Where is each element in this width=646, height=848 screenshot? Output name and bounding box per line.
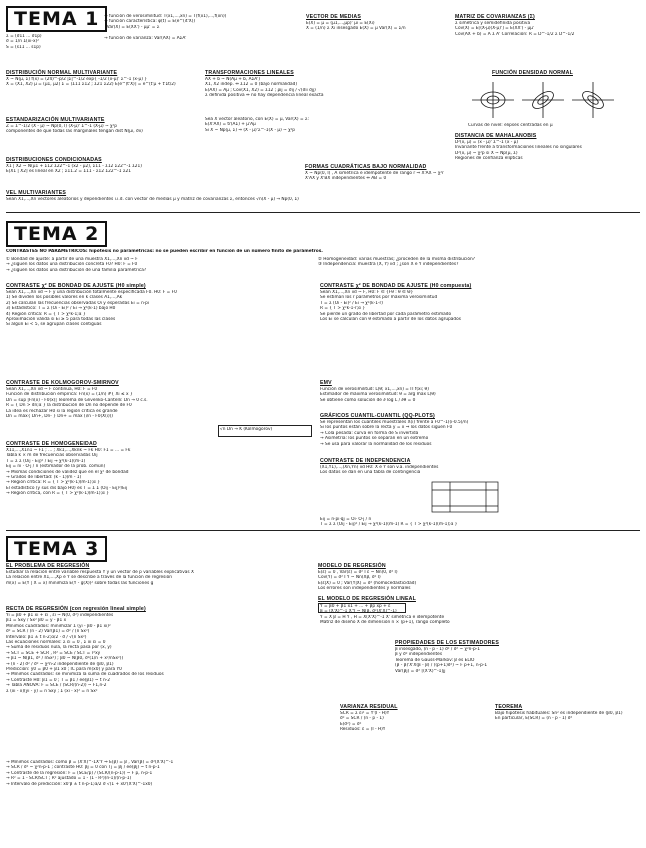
tema1-heading-10: FORMAS CUADRÁTICAS BAJO NORMALIDAD	[305, 164, 427, 170]
tema1-heading-9: DISTANCIA DE MAHALANOBIS	[455, 133, 537, 139]
tema1-heading-6: MATRIZ DE COVARIANZAS (Σ)	[455, 14, 535, 20]
tema1-text-3: X1 | X2 ~ N(μ1 + Σ12 Σ22^-1 (x2 - μ2), Σ11 - Σ12 Σ22^-1 Σ21) E[X1 | X2] es lineal en X2 ; Σ11.2 = Σ11 - Σ12 Σ22^-1 Σ21	[6, 164, 142, 175]
tema2-text-8: Êij = n·p̂i·q̂j = Oi· O·j / n T = Σ Σ (Oij - Êij)² / Êij → χ²(k-1)(m-1) R = { T > χ²(k-1)(m-1);α }	[320, 517, 458, 528]
tema1-text-7: AX + b ~ N(Aμ + b, AΣA') X1, X2 indep. ⇔ Σ12 = 0 (bajo normalidad) E(AX) = Aμ ; Cov(X1, X2) = Σ12 ; ρij = σij / √(σii σjj) Σ definida positiva ⇔ no hay dependencia lineal exacta	[205, 77, 324, 99]
tema2-heading-7: CONTRASTE DE INDEPENDENCIA	[320, 458, 411, 464]
tema1-heading-1: DISTRIBUCIÓN NORMAL MULTIVARIANTE	[6, 70, 118, 76]
tema3-text-5: β̂ insesgado, (n - p - 1) σ̂² / σ² ~ χ²n-p-1 β̂ y σ̂² independientes Teorema de Gauss-Markov: β̂ es ELIO (β̂ - β)'X'X(β̂ - β) / ((p+1)σ̂²) ~ F p+1, n-p-1 Var(β̂j) = σ² [(X'X)^-1]jj	[395, 647, 488, 674]
tema1-heading-8: FUNCIÓN DENSIDAD NORMAL	[492, 70, 573, 76]
tema1-heading-3: DISTRIBUCIONES CONDICIONADAS	[6, 157, 102, 163]
tema1-text-2: Z = Σ^-1/2 (X - μ) ~ Np(0, I) (X-μ)' Σ^-1 (X-μ) ~ χ²p componentes de que todas las marginales tengan dist N(μi, σii)	[6, 124, 143, 135]
tema1-text-8: Curvas de nivel: elipses centradas en μ	[468, 123, 553, 128]
tema2-text-2: Sean X1,...,Xn iid ~ F, H0: F ∈ {Fθ : θ ∈ Θ} Se estiman los r parámetros por máxima verosimilitud T = Σ (Oi - Êi)² / Êi → χ²(k-1-r) R = { T > χ²k-1-r;α } Se pierde un grado de libertad por cada parámetro estimado Los Êi se calculan con θ̂ estimado a partir de los datos agrupados	[320, 290, 462, 323]
tema2-text-3: Sean X1,...,Xn iid ~ F continua, H0: F = F0 Función de distribución empírica: Fn(x) = (1/n) #{ Xi ≤ x } Dn = sup |Fn(x) - F0(x)| Teorema de Glivenko-Cantelli: Dn → 0 c.s. R = { Dn > dn;α } la distribución de Dn no depende de F0 La idea es rechazar H0 si la región crítica es grande Dn = max{ Dn+, Dn- } Dn+ = max (i/n - F0(X(i)))	[6, 387, 148, 420]
tema1-text-9: D²(x, μ) = (x - μ)' Σ^-1 (x - μ) Invariante frente a transformaciones lineales no singulares D²(x, μ) ~ χ²p si X ~ Np(μ, Σ) Regiones de confianza elípticas	[455, 140, 582, 162]
tema3-heading-7: TEOREMA	[495, 704, 523, 710]
contingency-table-sketch	[430, 480, 500, 514]
tema2-text-5: Función de verosimilitud: L(θ; x1,...,xn) = Π f(xi; θ) Estimador de máxima verosimilitud: θ̂ = arg max L(θ) Se obtiene como solución de ∂ log L / ∂θ = 0	[320, 387, 436, 403]
tema3-text-7: Bajo hipótesis habituales: Sn² es independiente de (β̂0, β̂1) En particular, E(SCR) = (n - p - 1) σ²	[495, 711, 623, 722]
tema3-bottom-formulas: → Mínimos cuadrados: como β̂ = (X'X)^-1X'Y ⇒ E(β̂) = β , Var(β̂) = σ²(X'X)^-1 → SCR / σ² ~ χ²n-p-1 ; contraste H0: βj = 0 con Tj = β̂j / ee(β̂j) ~ t n-p-1 → Contraste de la regresión: F = (SCE/p) / (SCR/(n-p-1)) ~ F p, n-p-1 → R² = 1 - SCR/SCT ; R² ajustado = 1 - (1 - R²)(n-1)/(n-p-1) → Intervalo de predicción: x0'β̂ ± t n-p-1;α/2 σ̂ √(1 + x0'(X'X)^-1x0)	[6, 760, 174, 787]
tema1-title: TEMA 1	[6, 6, 107, 32]
tema2-heading-1: CONTRASTE χ² DE BONDAD DE AJUSTE (H0 simple)	[6, 283, 146, 289]
tema2-intro-list: ① Bondad de ajuste: a partir de una muestra X1,...,Xn iid ~ F → ¿siguen los datos una distribución concreta F0? H0: F = F0 → ¿siguen los datos una distribución de una familia paramétrica?	[6, 257, 147, 273]
tema1-text-1: X ~ N(μ, Σ) f(x) = (2π)^-p/2 |Σ|^-1/2 exp{ -1/2 (x-μ)' Σ^-1 (x-μ) } X = (X1, X2) μ = (μ1, μ2) Σ = (Σ11 Σ12 ; Σ21 Σ22) E[e^(t'X)] = e^(t'μ + t'Σt/2)	[6, 77, 176, 88]
tema3-text-6: SCR = Σ ε̂i² = Y'(I - H)Y σ̂² = SCR / (n - p - 1) E(σ̂²) = σ² Residuos: ε̂ = (I - H)Y	[340, 711, 390, 733]
tema2-heading-5: EMV	[320, 380, 332, 386]
tema2-text-7: (X1,Y1),...,(Xn,Yn) iid H0: X e Y son v.a. independientes Los datos se dan en una tabla de contingencia	[320, 465, 439, 476]
tema1-text-10: X ~ Np(0, I) , A simétrica e idempotente de rango r ⇒ X'AX ~ χ²r X'AX y X'BX independientes ⇔ AB = 0	[305, 171, 444, 182]
tema1-heading-2: ESTANDARIZACIÓN MULTIVARIANTE	[6, 117, 105, 123]
tema1-heading-5: VECTOR DE MEDIAS	[306, 14, 361, 20]
tema2-text-1: Sean X1,...,Xn iid ~ F y una distribución totalmente especificada F0. H0: F = F0 1) Se dividen los posibles valores en k clases A1,...,Ak 2) Se calculan las frecuencias observadas Oi y esperadas Ei = n·pi 3) Estadístico: T = Σ (Oi - Ei)² / Ei → χ²(k-1) bajo H0 4) Región crítica: R = { T > χ²k-1;α } Aproximación válida si Ei ≥ 5 para todas las clases Si algún Ei < 5, se agrupan clases contiguas	[6, 290, 177, 328]
tema2-heading-4: CONTRASTE DE HOMOGENEIDAD	[6, 441, 97, 447]
tema1-heading-7: TRANSFORMACIONES LINEALES	[205, 70, 294, 76]
tema1-text-5: E(X) = μ = (μ1,...,μp)' μi = E(Xi) X̄ = (1/n) Σ Xi insesgado E(X̄) = μ Var(X̄) = Σ/n	[306, 21, 406, 32]
tema2-text-6: Se representan los cuantiles muestrales X(i) frente a F0^-1((i-0.5)/n) Si los puntos están sobre la recta y = x ⇒ los datos siguen F0 → Cola pesada: curva en forma de S invertida → Asimetría: los puntos se separan en un extremo → Se usa para valorar la normalidad de los residuos	[320, 420, 469, 447]
tema1-formula-top-1: Σ = (σ11 ... σ1p) σ̂ = 1/n Σ(xi-x̄)² S = (s11 ... s1p)	[6, 34, 42, 50]
tema1-heading-4: VEL MULTIVARIANTES	[6, 190, 67, 196]
tema2-text-4: X11,...,X1n1 ~ F1 ; ... ; Xk1,...,Xknk ~ Fk H0: F1 = ... = Fk Tabla k × m de frecuencias observadas Oij T = Σ Σ (Oij - Êij)² / Êij → χ²(k-1)(m-1) Êij = ni · O·j / n (estimador de la prob. común) → Mismas condiciones de validez que en el χ² de bondad → Grados de libertad: (k - 1)(m - 1) → Región crítica: R = { T > χ²(k-1)(m-1);α } El estadístico (y sus dis bajo H0) es T = Σ Σ (Oij - Êij)²/Êij → Región crítica, con R = { T > χ²(k-1)(m-1);α }	[6, 448, 131, 497]
tema3-heading-3: MODELO DE REGRESIÓN	[318, 563, 386, 569]
ks-statistic-box-text: √n Dn → K (Kolmogorov)	[220, 427, 273, 432]
normal-density-contours	[468, 78, 618, 122]
tema1-formula-top-2: → función de verosimilitud: T(x1,...,xn) = T(f(x1),...,f(xn)) → función característica: φ(t) = E(e^(it'X)) Var(X) = E(XX') - μμ' = Σ → función de varianza: Var(AX) = AΣA'	[104, 14, 227, 41]
tema3-heading-1: EL PROBLEMA DE REGRESIÓN	[6, 563, 90, 569]
tema3-text-2: Yi = β0 + β1 xi + εi , εi ~ N(0, σ²) independientes β̂1 = Sxy / Sx² β̂0 = ȳ - β̂1 x̄ Mínimos cuadrados: minimizar Σ (yi - β0 - β1 xi)² σ̂² = SCR / (n - 2) Var(β̂1) = σ² / (n Sx²) Intervalo: β̂1 ± t n-2;α/2 · σ̂ / √(n Sx²) Las ecuaciones normales: Σ ε̂i = 0 , Σ xi ε̂i = 0 → Suma de residuos nula, la recta pasa por (x̄, ȳ) → SCT = SCE + SCR , R² = SCE / SCT = r²xy → β̂1 ~ N(β1, σ² / nSx²) ; β̂0 ~ N(β0, σ²(1/n + x̄²/nSx²)) → (n - 2) σ̂² / σ² ~ χ²n-2 independiente de (β̂0, β̂1) Predicción: ŷ0 = β̂0 + β̂1 x0 ; IC para m(x0) y para Y0 → Mínimos cuadrados: se minimiza la suma de cuadrados de los residuos → Contraste H0: β1 = 0 ; T = β̂1 / ee(β̂1) ~ t n-2 → Tabla ANOVA: F = SCE / (SCR/(n-2)) ~ F1,n-2 Σ (xi - x̄)(yi - ȳ) = n Sxy ; Σ (xi - x̄)² = n Sx²	[6, 613, 164, 694]
tema1-text-4: Sean X1,...,Xn vectores aleatorios y dependientes i.i.d. con vector de medias μ y matriz de covarianzas Σ, entonces √n(X̄ - μ) → Np(0, Σ)	[6, 197, 299, 202]
tema2-title: TEMA 2	[6, 221, 107, 247]
tema2-intro-list-2: ② Homogeneidad: varias muestras; ¿proceden de la misma distribución? ③ Independencia: muestra (X, Y) iid ; ¿son X e Y independientes?	[318, 257, 475, 268]
tema2-intro: CONTRASTES NO PARAMÉTRICOS: hipótesis no paramétricas: no se pueden escribir en función de un número finito de parámetros.	[6, 249, 323, 254]
tema1-text-extra: Sea X vector aleatorio, con E(X) = μ, Var(X) = Σ: E(X'AX) = tr(AΣ) + μ'Aμ Si X ~ Np(μ, Σ) ⇒ (X - μ)'Σ^-1(X - μ) ~ χ²p	[205, 117, 310, 133]
tema2-heading-2: CONTRASTE χ² DE BONDAD DE AJUSTE (H0 compuesta)	[320, 283, 472, 289]
tema3-text-3: E(ε) = 0 , Var(ε) = σ² I ε ~ Nn(0, σ² I) Cov(Y) = σ² I Y ~ Nn(Xβ, σ² I) E(ε|X) = 0 ; Var(Y|X) = σ² (homocedasticidad) Los errores son independientes y normales	[318, 570, 417, 592]
tema3-heading-4: EL MODELO DE REGRESIÓN LINEAL	[318, 596, 416, 602]
divider-2	[6, 530, 640, 531]
tema2-heading-6: GRÁFICOS CUANTIL-CUANTIL (QQ-PLOTS)	[320, 413, 435, 419]
tema3-text-4: Y = β0 + β1 x1 + ... + βp xp + ε β̂ = (X'X)^-1 X'Y ~ N(β, σ²(X'X)^-1) Ŷ = X β̂ = H Y , H = X(X'X)^-1 X' simétrica e idempotente Matriz de diseño X de dimensión n × (p+1), rango completo	[320, 604, 450, 626]
tema3-heading-5: PROPIEDADES DE LOS ESTIMADORES	[395, 640, 500, 646]
tema3-text-1: Estudiar la relación entre variable respuesta Y y un vector de p variables explicativas X La relación entre X1,...,Xp e Y se describe a través de la función de regresión m(x) = E(Y | X = x) minimiza E(Y - g(X))² sobre todas las funciones g	[6, 570, 194, 586]
tema3-heading-2: RECTA DE REGRESIÓN (con regresión lineal simple)	[6, 606, 146, 612]
tema3-title: TEMA 3	[6, 536, 107, 562]
tema2-heading-3: CONTRASTE DE KOLMOGOROV-SMIRNOV	[6, 380, 119, 386]
tema1-text-6: Σ simétrica y semidefinida positiva Cov(X) = E[(X-μ)(X-μ)'] = E(XX') - μμ' Cov(AX + b) = A Σ A' Correlación: R = D^-1/2 Σ D^-1/2	[455, 21, 575, 37]
tema3-heading-6: VARIANZA RESIDUAL	[340, 704, 398, 710]
divider-1	[6, 212, 640, 213]
